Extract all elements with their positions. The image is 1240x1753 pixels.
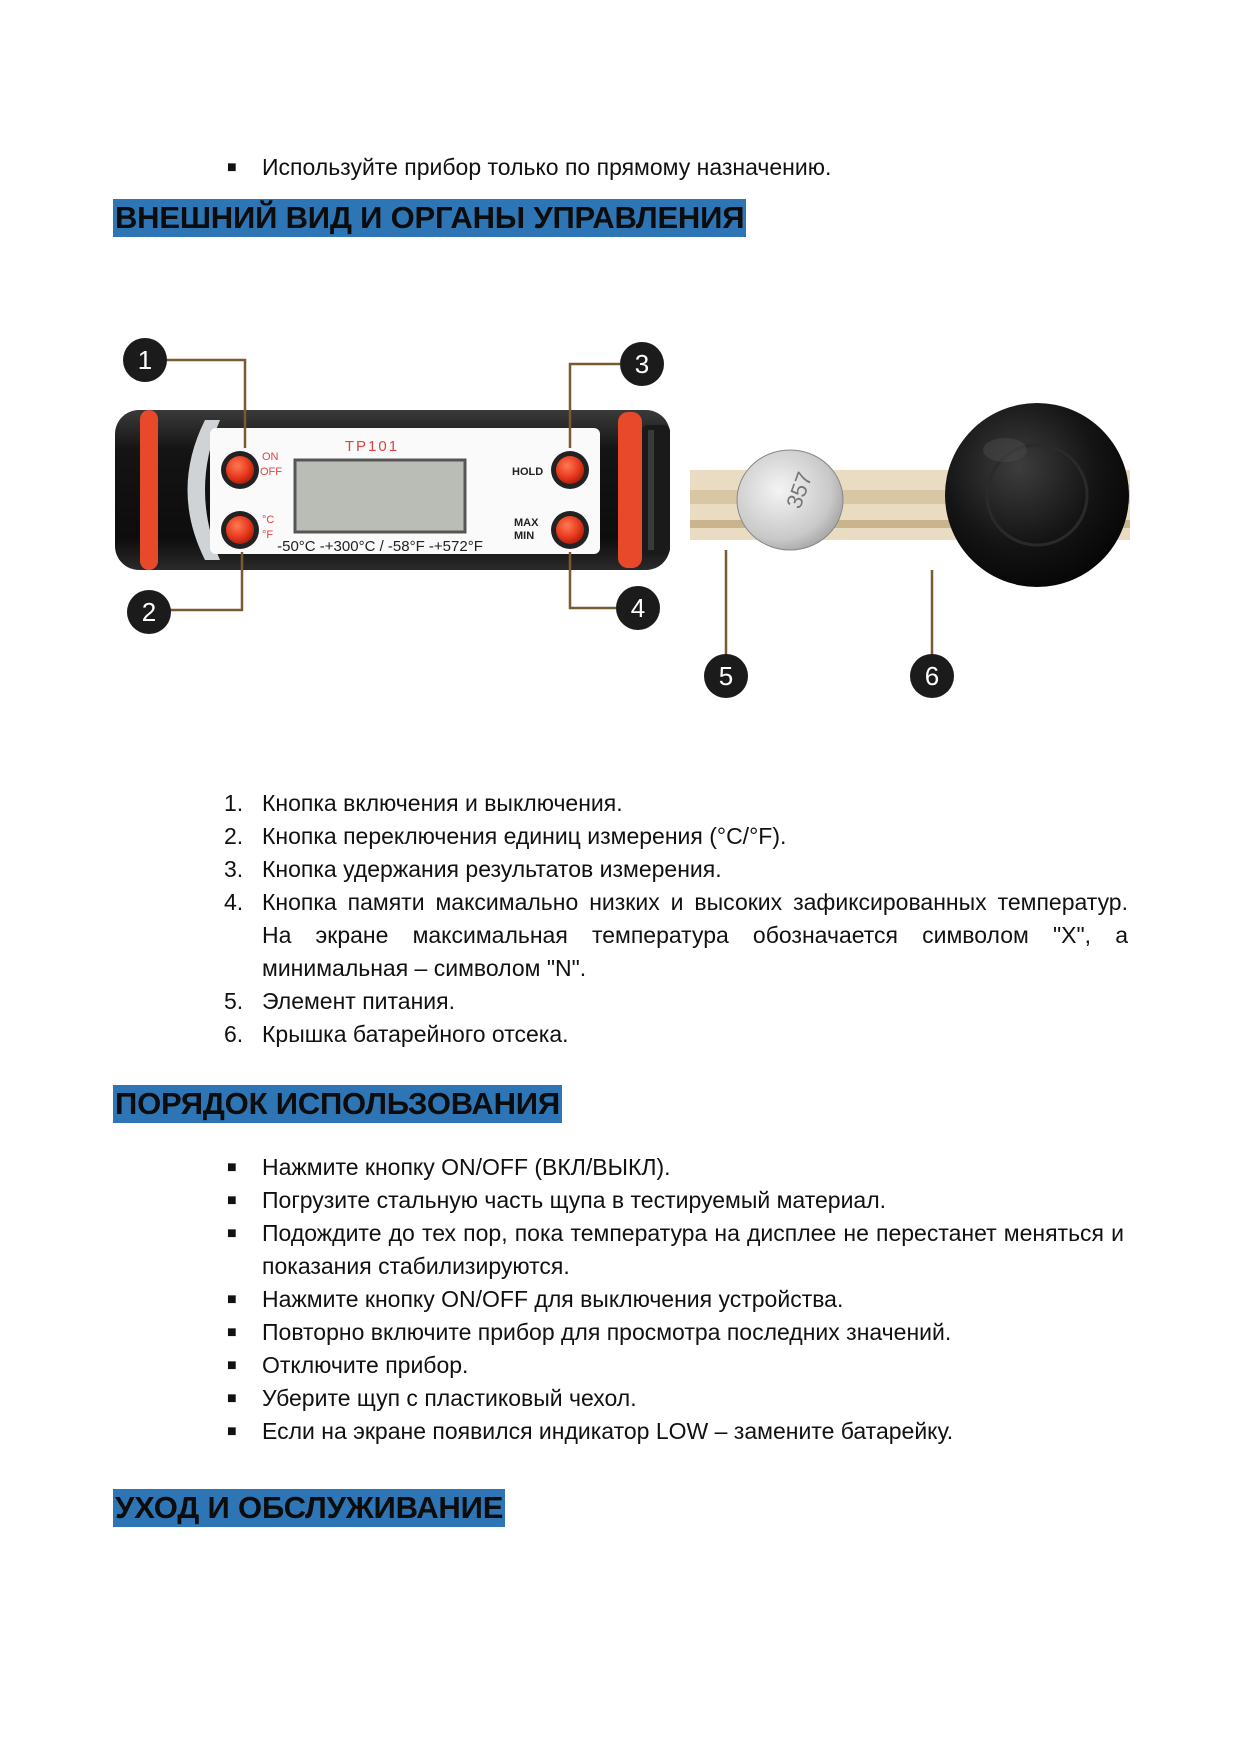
callout-badge-6	[910, 654, 954, 698]
controls-numbered-list	[224, 787, 1128, 1051]
list-item: ■ Нажмите кнопку ON/OFF для выключения устройства.	[224, 1283, 1124, 1316]
list-item: ■ Подождите до тех пор, пока температура на дисплее не перестанет меняться и показания стабилизируются.	[224, 1217, 1124, 1283]
bullet-square-icon: ■	[227, 1225, 237, 1242]
svg-text:357: 357	[781, 468, 818, 512]
unit-switch-button	[221, 511, 259, 549]
svg-text:1: 1	[137, 345, 153, 375]
list-item: 6. Крышка батарейного отсека.	[224, 1021, 569, 1047]
list-item: 4. Кнопка памяти максимально низких и высоких зафиксированных температур. На экране максимальная температура обозначается символом "X", а минимальная – символом "N".	[224, 889, 1128, 981]
on-off-button	[221, 451, 259, 489]
bullet-square-icon: ■	[227, 1324, 237, 1341]
list-item: ■ Повторно включите прибор для просмотра последних значений.	[224, 1316, 1124, 1349]
list-item: 2. Кнопка переключения единиц измерения (°C/°F).	[224, 823, 787, 849]
section-heading-appearance: ВНЕШНИЙ ВИД И ОРГАНЫ УПРАВЛЕНИЯ	[115, 200, 745, 235]
bullet-square-icon: ■	[227, 1192, 237, 1209]
bullet-square-icon: ■	[227, 1390, 237, 1407]
list-item: 5. Элемент питания.	[224, 988, 455, 1014]
callout-badge-2	[127, 590, 171, 634]
fahrenheit-label: °F	[262, 529, 274, 541]
device-illustration	[110, 330, 1130, 750]
list-item: 3. Кнопка удержания результатов измерения.	[224, 856, 722, 882]
bullet-square-icon: ■	[227, 1357, 237, 1374]
bullet-square-icon: ■	[227, 1159, 237, 1176]
list-item: ■ Отключите прибор.	[224, 1349, 1124, 1382]
on-label: ON	[262, 451, 279, 463]
list-item: ■ Нажмите кнопку ON/OFF (ВКЛ/ВЫКЛ).	[224, 1151, 1124, 1184]
celsius-label: °C	[262, 514, 275, 526]
usage-bullet-list	[224, 1151, 1124, 1448]
list-item: ■ Используйте прибор только по прямому назначению.	[224, 151, 1124, 184]
callout-badge-5	[704, 654, 748, 698]
svg-text:4: 4	[630, 593, 646, 623]
hold-button	[551, 451, 589, 489]
model-label: TP101	[344, 438, 400, 455]
intro-bullet-list	[224, 151, 1124, 184]
svg-text:3: 3	[634, 349, 650, 379]
section-heading-care: УХОД И ОБСЛУЖИВАНИЕ	[115, 1490, 504, 1525]
battery-cover	[945, 403, 1129, 587]
min-label: MIN	[514, 530, 535, 542]
list-item: ■ Уберите щуп с пластиковый чехол.	[224, 1382, 1124, 1415]
callout-badge-3	[620, 342, 664, 386]
off-label: OFF	[260, 466, 282, 478]
callout-badge-4	[616, 586, 660, 630]
section-heading-usage: ПОРЯДОК ИСПОЛЬЗОВАНИЯ	[115, 1086, 560, 1121]
svg-text:6: 6	[924, 661, 940, 691]
max-min-button	[551, 511, 589, 549]
bullet-square-icon: ■	[227, 1423, 237, 1440]
callout-badge-1	[123, 338, 167, 382]
svg-text:5: 5	[718, 661, 734, 691]
list-item: 1. Кнопка включения и выключения.	[224, 790, 623, 816]
list-item: ■ Если на экране появился индикатор LOW – замените батарейку.	[224, 1415, 1124, 1448]
svg-text:2: 2	[141, 597, 157, 627]
range-label: -50°C -+300°C / -58°F -+572°F	[277, 538, 483, 555]
hold-label: HOLD	[512, 466, 544, 478]
list-item: ■ Погрузите стальную часть щупа в тестируемый материал.	[224, 1184, 1124, 1217]
battery-cell	[737, 450, 843, 550]
bullet-square-icon: ■	[227, 159, 237, 176]
max-label: MAX	[514, 517, 539, 529]
bullet-square-icon: ■	[227, 1291, 237, 1308]
